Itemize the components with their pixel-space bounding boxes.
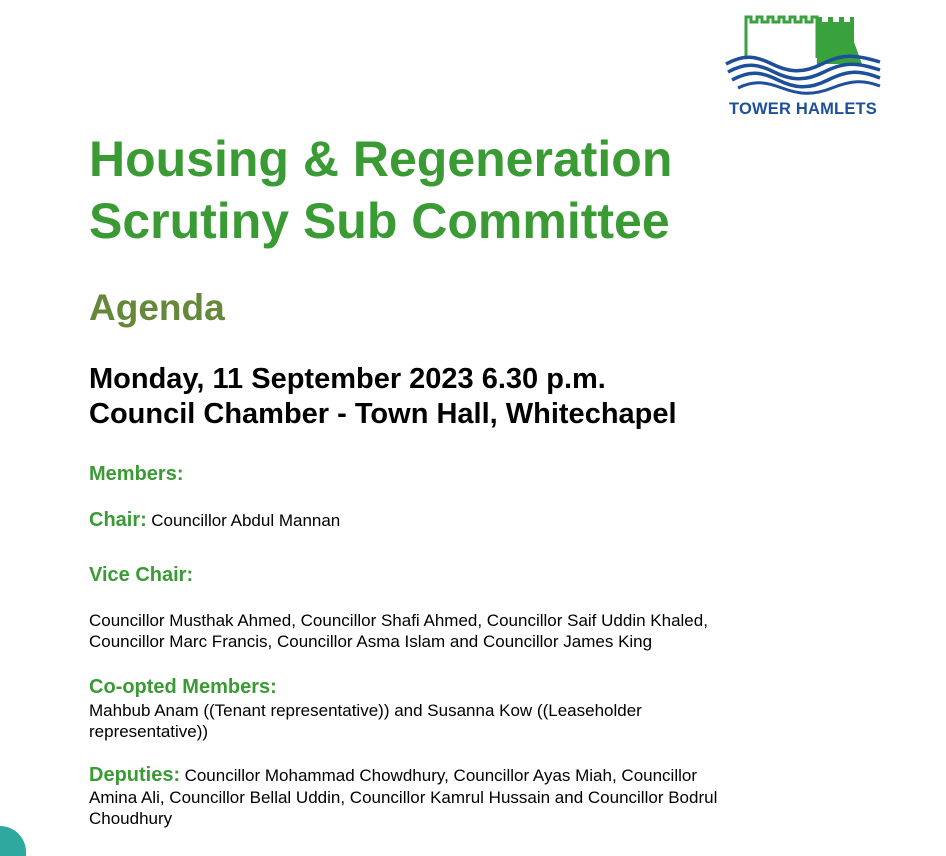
vice-chair-label: Vice Chair:: [89, 564, 194, 586]
title-line-1: Housing & Regeneration: [89, 131, 673, 187]
chair-row: [89, 509, 340, 532]
tower-hamlets-logo: [722, 12, 884, 120]
agenda-heading: Agenda: [89, 287, 225, 328]
logo-text: TOWER HAMLETS: [728, 100, 878, 118]
members-line-1: Councillor Musthak Ahmed, Councillor Shafi Ahmed, Councillor Saif Uddin Khaled,: [89, 611, 708, 630]
members-heading: Members:: [89, 463, 184, 485]
coopted-list: [89, 700, 642, 742]
deputies-line-3: Choudhury: [89, 809, 173, 828]
coopted-label: Co-opted Members:: [89, 676, 277, 698]
title-line-2: Scrutiny Sub Committee: [89, 193, 670, 249]
committee-title: [89, 128, 672, 252]
deputies-block: [89, 764, 717, 829]
members-line-2: Councillor Marc Francis, Councillor Asma Islam and Councillor James King: [89, 632, 653, 651]
deputies-label: Deputies:: [89, 764, 181, 786]
deputies-line-1: Councillor Mohammad Chowdhury, Councillor Ayas Miah, Councillor: [184, 766, 698, 785]
chair-name: Councillor Abdul Mannan: [151, 511, 341, 530]
meeting-details: [89, 362, 677, 432]
coopted-line-2: representative)): [89, 722, 209, 741]
chair-label: Chair:: [89, 509, 147, 531]
deputies-line-2: Amina Ali, Councillor Bellal Uddin, Councillor Kamrul Hussain and Councillor Bodrul: [89, 788, 718, 807]
meeting-location: Council Chamber - Town Hall, Whitechapel: [89, 398, 677, 430]
decorative-corner: [0, 826, 26, 856]
coopted-line-1: Mahbub Anam ((Tenant representative)) and Susanna Kow ((Leaseholder: [89, 701, 642, 720]
meeting-date-time: Monday, 11 September 2023 6.30 p.m.: [89, 363, 606, 395]
members-list: [89, 610, 708, 652]
castle-waves-icon: [724, 12, 882, 98]
